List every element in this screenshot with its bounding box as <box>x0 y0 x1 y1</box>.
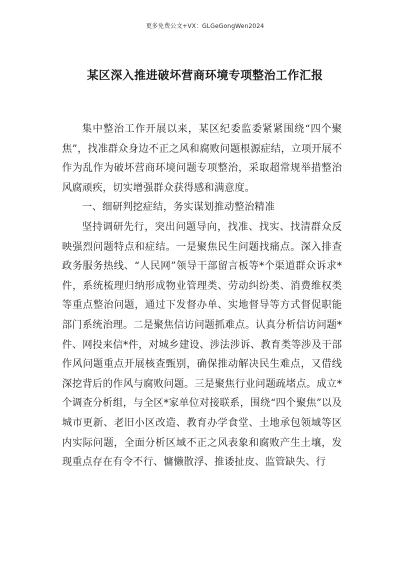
document-title: 某区深入推进破坏营商环境专项整治工作汇报 <box>87 68 323 82</box>
watermark-text: 更多免费公文+VX：GLGeGongWen2024 <box>145 23 265 30</box>
section-heading-1: 一、细研判挖症结，务实谋划推动整治精准 <box>82 202 275 214</box>
paragraph-section-1: 坚持调研先行，突出问题导向，找准、找实、找清群众反映强烈问题特点和症结。一是聚焦民生问题找痛点。深入排查政务服务热线、“人民网”领导干部留言板等*个渠道群众诉求*件，系统梳理归纳形成物业管理类、劳动纠纷类、消费维权类等重点整治问题，通过下发督办单、实地督导等方式督促职能部门系统治理。二是聚焦信访问题抓难点。认真分析信访问题*件、网投来信*件，对城乡建设、涉法涉诉、教育类等涉及干部作风问题重点开展核查甄别，确保推动解决民生难点，又借线深挖背后的作风与腐败问题。三是聚焦行业问题疏堵点。成立*个调查分析组，与全区*家单位对接联系，围绕“四个聚焦”以及城市更新、老旧小区改造、教育办学食堂、土地承包领域等区内实际问题，全面分析区域不正之风表象和腐败产生土壤，发现重点存在有令不行、慵懒散浮、推诿扯皮、监管缺失、行 <box>62 221 342 469</box>
paragraph-intro: 集中整治工作开展以来，某区纪委监委紧紧围绕“四个聚焦”，找准群众身边不正之风和腐败问题根源症结，立项开展不作为乱作为破坏营商环境问题专项整治，采取超常规举措整治风腐顽疾，切实增强群众获得感和满意度。 <box>62 124 342 194</box>
document-body <box>62 120 342 473</box>
